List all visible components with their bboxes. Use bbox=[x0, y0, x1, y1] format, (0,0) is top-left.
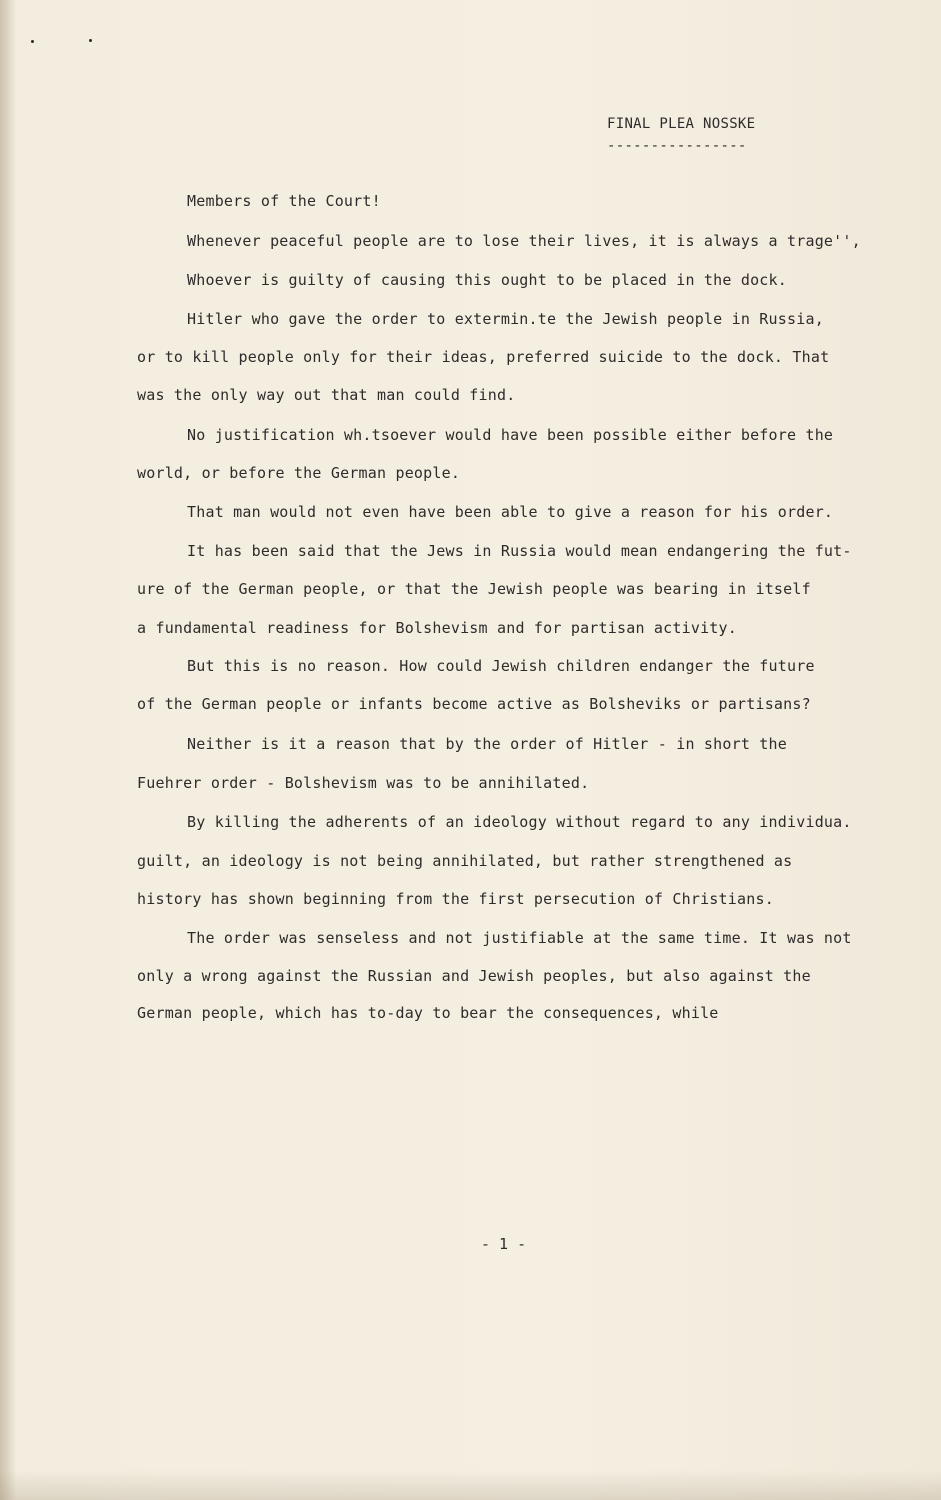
text-line: But this is no reason. How could Jewish children endanger the future bbox=[187, 657, 815, 675]
text-line: The order was senseless and not justifiable at the same time. It was not bbox=[187, 929, 852, 947]
text-line: ure of the German people, or that the Jewish people was bearing in itself bbox=[137, 580, 811, 598]
text-line: a fundamental readiness for Bolshevism and for partisan activity. bbox=[137, 619, 737, 637]
text-line: German people, which has to-day to bear the consequences, while bbox=[137, 1004, 719, 1022]
document-title: FINAL PLEA NOSSKE bbox=[607, 116, 756, 132]
paper-bottom-shading bbox=[0, 1470, 941, 1500]
text-line: history has shown beginning from the first persecution of Christians. bbox=[137, 890, 774, 908]
text-line: was the only way out that man could find. bbox=[137, 386, 516, 404]
page-number: - 1 - bbox=[481, 1235, 527, 1253]
text-line: Fuehrer order - Bolshevism was to be annihilated. bbox=[137, 774, 590, 792]
text-line: Members of the Court! bbox=[187, 192, 381, 210]
text-line: No justification wh.tsoever would have been possible either before the bbox=[187, 426, 834, 444]
text-line: guilt, an ideology is not being annihilated, but rather strengthened as bbox=[137, 852, 793, 870]
ink-speck bbox=[89, 39, 92, 42]
title-underline: ---------------- bbox=[607, 138, 747, 154]
text-line: By killing the adherents of an ideology without regard to any individua. bbox=[187, 813, 852, 831]
text-line: Whoever is guilty of causing this ought to be placed in the dock. bbox=[187, 271, 787, 289]
text-line: world, or before the German people. bbox=[137, 464, 461, 482]
text-line: Whenever peaceful people are to lose their lives, it is always a trage'', bbox=[187, 232, 861, 250]
text-line: That man would not even have been able to give a reason for his order. bbox=[187, 503, 834, 521]
ink-speck bbox=[31, 40, 34, 43]
paper-edge-shading bbox=[0, 0, 16, 1500]
text-line: or to kill people only for their ideas, preferred suicide to the dock. That bbox=[137, 348, 830, 366]
text-line: It has been said that the Jews in Russia would mean endangering the fut- bbox=[187, 542, 852, 560]
text-line: of the German people or infants become active as Bolsheviks or partisans? bbox=[137, 695, 811, 713]
text-line: only a wrong against the Russian and Jewish peoples, but also against the bbox=[137, 967, 811, 985]
text-line: Neither is it a reason that by the order of Hitler - in short the bbox=[187, 735, 787, 753]
text-line: Hitler who gave the order to extermin.te the Jewish people in Russia, bbox=[187, 310, 824, 328]
